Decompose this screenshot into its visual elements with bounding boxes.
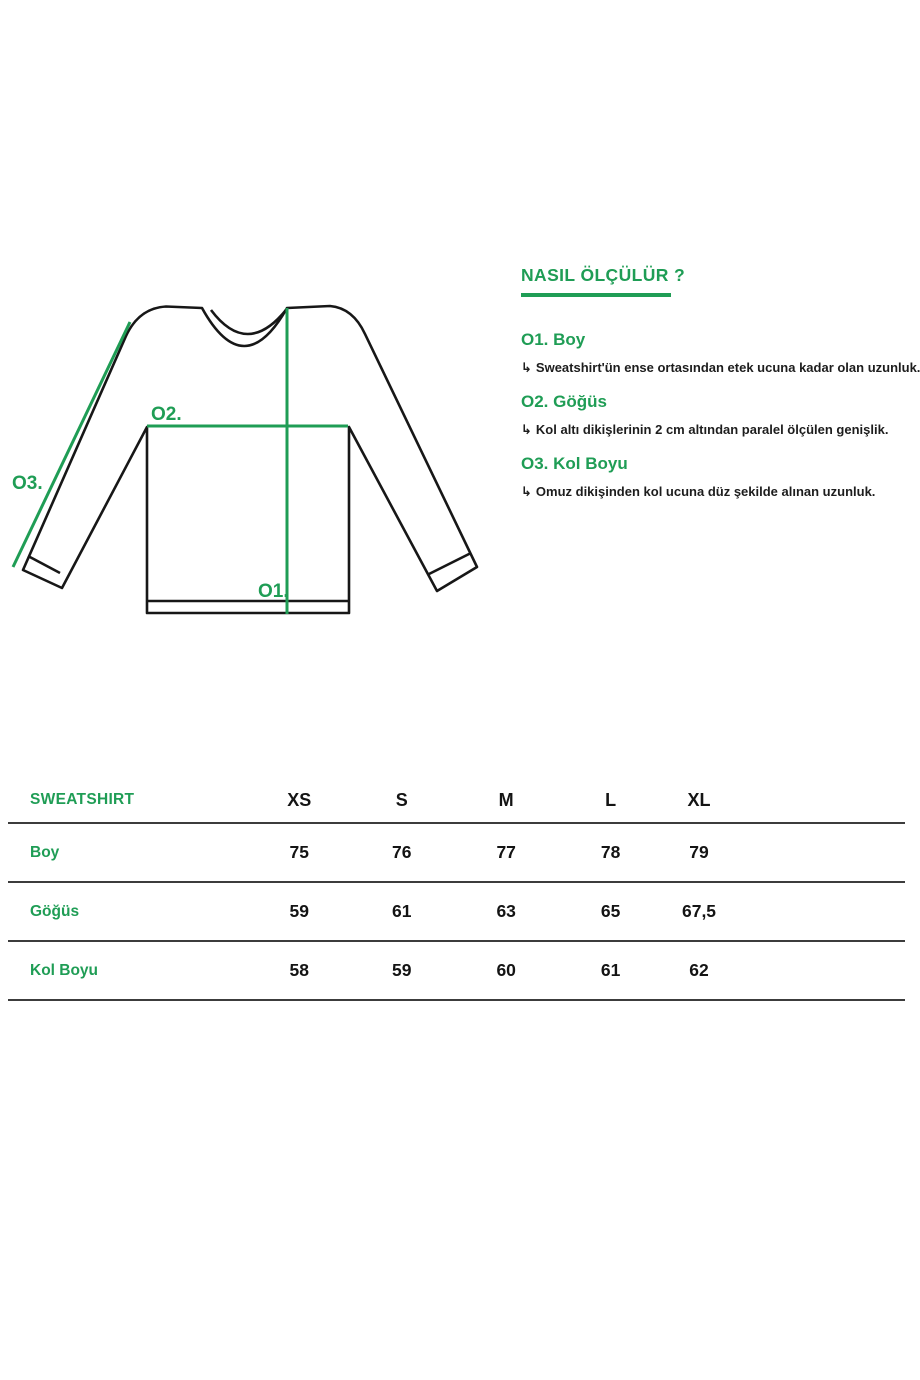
right-cuff-line [429,553,471,574]
how-to-measure-panel [521,265,920,500]
section-description [521,484,913,500]
row-label: Göğüs [8,882,249,941]
cell-value: 79 [663,823,735,882]
section-heading: O3. Kol Boyu [521,453,628,473]
cell-value: 77 [454,823,558,882]
product-label: SWEATSHIRT [8,778,249,823]
row-label: Kol Boyu [8,941,249,1000]
diagram-label-o1: O1. [258,581,289,602]
spacer-cell [735,823,905,882]
cell-value: 75 [249,823,349,882]
size-column-xs: XS [249,778,349,823]
cell-value: 62 [663,941,735,1000]
collar-inner-line [211,310,286,334]
section-description-text: Kol altı dikişlerinin 2 cm altından paralel ölçülen genişlik. [535,421,889,437]
size-table-section [8,778,905,1001]
row-label: Boy [8,823,249,882]
cell-value: 58 [249,941,349,1000]
return-arrow-icon: ↳ [521,483,532,499]
section-heading: O1. Boy [521,329,586,349]
cell-value: 63 [454,882,558,941]
cell-value: 60 [454,941,558,1000]
diagram-label-o2: O2. [151,404,182,425]
spacer-cell [735,778,905,823]
cell-value: 78 [558,823,662,882]
measure-section-kol-boyu [521,454,913,500]
measure-section-gogus [521,392,913,438]
cell-value: 59 [350,941,454,1000]
spacer-cell [735,882,905,941]
cell-value: 59 [249,882,349,941]
left-cuff-line [28,556,60,573]
cell-value: 67,5 [663,882,735,941]
cell-value: 61 [350,882,454,941]
measure-section-boy [521,329,920,376]
size-table-header-row [8,778,905,823]
section-description-text: Sweatshirt'ün ense ortasından etek ucuna kadar olan uzunluk. [535,359,920,375]
cell-value: 61 [558,941,662,1000]
cell-value: 76 [350,823,454,882]
size-column-xl: XL [663,778,735,823]
return-arrow-icon: ↳ [521,359,532,375]
section-description [521,422,913,438]
size-column-s: S [350,778,454,823]
size-column-l: L [558,778,662,823]
return-arrow-icon: ↳ [521,421,532,437]
spacer-cell [735,941,905,1000]
table-row-gogus [8,882,905,941]
measure-line-o3-sleeve [13,322,130,567]
section-description-text: Omuz dikişinden kol ucuna düz şekilde alınan uzunluk. [535,483,876,499]
cell-value: 65 [558,882,662,941]
sweatshirt-diagram [0,280,500,640]
size-column-m: M [454,778,558,823]
title-underline [521,293,671,297]
section-description [521,359,920,376]
table-row-kol-boyu [8,941,905,1000]
diagram-label-o3: O3. [12,473,43,494]
size-table [8,778,905,1001]
section-heading: O2. Göğüs [521,391,607,411]
panel-title: NASIL ÖLÇÜLÜR ? [521,265,686,285]
table-row-boy [8,823,905,882]
sweatshirt-outline [23,306,477,613]
